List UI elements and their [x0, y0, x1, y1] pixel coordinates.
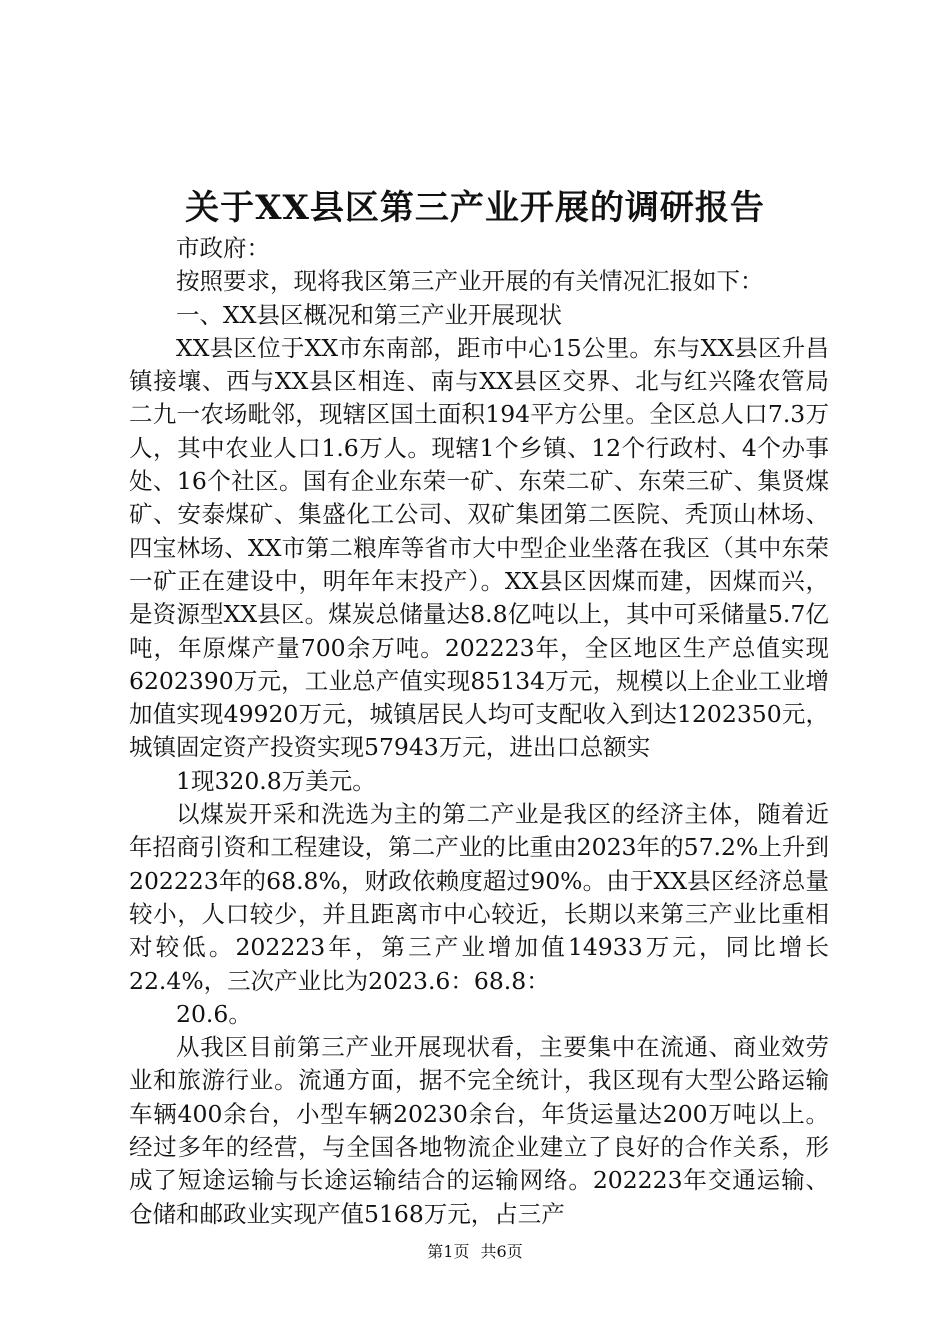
- page-footer: 第1页 共6页: [427, 1242, 523, 1261]
- body-paragraph: 从我区目前第三产业开展现状看，主要集中在流通、商业效劳业和旅游行业。流通方面，据不完全统计，我区现有大型公路运输车辆400余台，小型车辆20230余台，年货运量达200万吨以上。经过多年的经营，与全国各地物流企业建立了良好的合作关系，形成了短途运输与长途运输结合的运输网络。202223年交通运输、仓储和邮政业实现产值5168万元，占三产: [129, 1033, 829, 1228]
- body-paragraph: XX县区位于XX市东南部，距市中心15公里。东与XX县区升昌镇接壤、西与XX县区相连、南与XX县区交界、北与红兴隆农管局二九一农场毗邻，现辖区国土面积194平方公里。全区总人口7.3万人，其中农业人口1.6万人。现辖1个乡镇、12个行政村、4个办事处、16个社区。国有企业东荣一矿、东荣二矿、东荣三矿、集贤煤矿、安泰煤矿、集盛化工公司、双矿集团第二医院、秃顶山林场、四宝林场、XX市第二粮库等省市大中型企业坐落在我区（其中东荣一矿正在建设中，明年年末投产）。XX县区因煤而建，因煤而兴，是资源型XX县区。煤炭总储量达8.8亿吨以上，其中可采储量5.7亿吨，年原煤产量700余万吨。202223年，全区地区生产总值实现6202390万元，工业总产值实现85134万元，规模以上企业工业增加值实现49920万元，城镇居民人均可支配收入到达1202350元，城镇固定资产投资实现57943万元，进出口总额实: [129, 333, 829, 762]
- body-paragraph: 以煤炭开采和洗选为主的第二产业是我区的经济主体，随着近年招商引资和工程建设，第二产业的比重由2023年的57.2%上升到202223年的68.8%，财政依赖度超过90%。由于XX县区经济总量较小，人口较少，并且距离市中心较近，长期以来第三产业比重相对较低。202223年，第三产业增加值14933万元，同比增长22.4%，三次产业比为2023.6：68.8：: [129, 800, 829, 995]
- document-title: 关于XX县区第三产业开展的调研报告: [185, 188, 765, 228]
- intro-paragraph: 按照要求，现将我区第三产业开展的有关情况汇报如下：: [176, 267, 764, 296]
- body-paragraph: 20.6。: [176, 999, 252, 1028]
- section-heading: 一、XX县区概况和第三产业开展现状: [176, 300, 562, 329]
- salutation: 市政府：: [176, 234, 270, 262]
- body-paragraph: 1现320.8万美元。: [176, 766, 376, 795]
- document-body: [129, 232, 829, 1231]
